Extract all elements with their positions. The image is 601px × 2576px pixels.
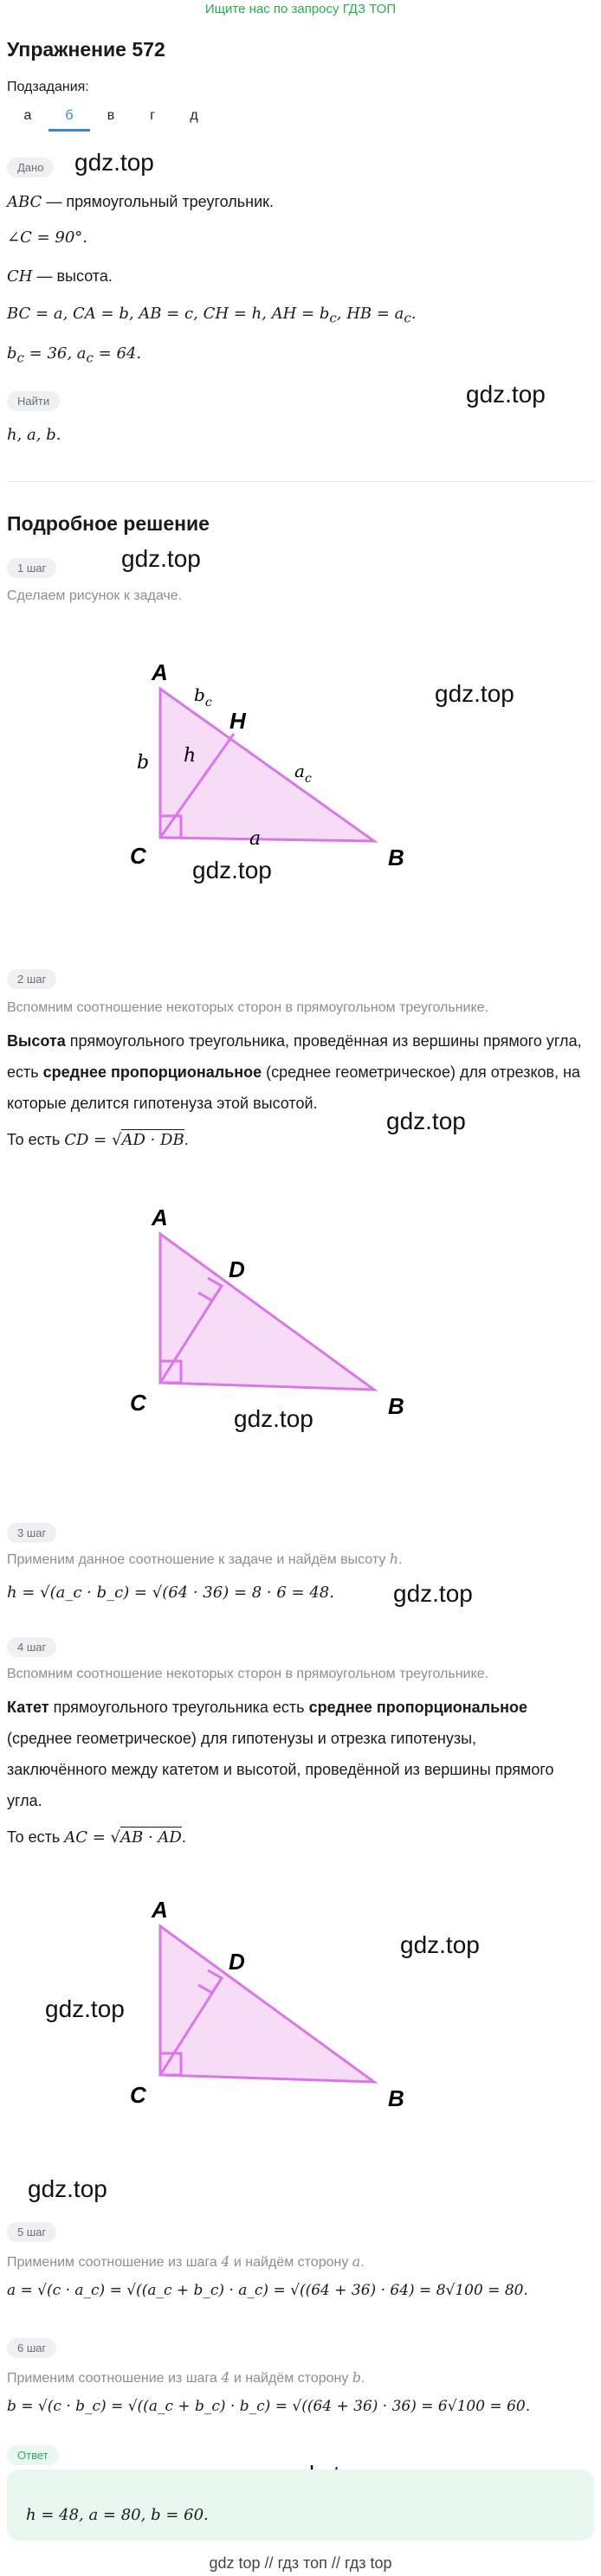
watermark: gdz.top [28, 2175, 107, 2202]
step-6-formula: b = √(c · b_c) = √((a_c + b_c) · b_c) = √((64 + 36) · 36) = 6√100 = 60. [7, 2398, 531, 2415]
step-2-line-2: есть среднее пропорциональное (среднее геометрическое) для отрезков, на [7, 1063, 581, 1081]
vertex-c-label: C [130, 2082, 146, 2108]
tab-g[interactable]: г [150, 108, 155, 123]
step-6-badge: 6 шаг [7, 2338, 56, 2358]
watermark: gdz.top [466, 381, 546, 408]
footer-links [0, 2554, 601, 2573]
vertex-b-label: B [388, 845, 404, 870]
find-badge: Найти [7, 391, 60, 411]
step-3-intro: Применим данное соотношение к задаче и найдём высоту h. [7, 1551, 403, 1567]
footer-separator: // [331, 2554, 340, 2572]
find-line: h, a, b. [7, 426, 61, 444]
step-2-formula: То есть CD = √AD · DB. [7, 1131, 189, 1149]
watermark: gdz.top [121, 545, 201, 572]
step-3-badge: 3 шаг [7, 1523, 56, 1543]
step-4-badge: 4 шаг [7, 1637, 56, 1657]
vertex-d-label: D [229, 1256, 245, 1282]
vertex-a-label: A [152, 1204, 168, 1230]
given-badge: Дано [7, 157, 54, 177]
watermark: gdz.top [234, 1405, 313, 1432]
segment-bc-label: $b_c$ [194, 684, 212, 710]
search-banner[interactable]: Ищите нас по запросу ГДЗ ТОП [204, 2, 397, 16]
segment-ac-label: $a_c$ [294, 761, 312, 786]
height-h-label: h [184, 745, 197, 767]
step-2-intro: Вспомним соотношение некоторых сторон в прямоугольном треугольнике. [7, 1000, 489, 1015]
step-4-line-2: (среднее геометрическое) для гипотенузы и отрезка гипотенузы, [7, 1730, 477, 1747]
footer-link-1[interactable]: gdz top [209, 2554, 261, 2572]
side-b-label: b [137, 752, 150, 774]
step-5-badge: 5 шаг [7, 2222, 56, 2242]
watermark: gdz.top [74, 149, 154, 176]
step-4-line-3: заключённого между катетом и высотой, проведённой из вершины прямого [7, 1761, 554, 1778]
given-line-4: BC = a, CA = b, AB = c, CH = h, AH = $b_c$, HB = $a_c$. [7, 305, 417, 326]
step-3-formula: h = √(a_c · b_c) = √(64 · 36) = 8 · 6 = 48. [7, 1584, 334, 1602]
tab-d[interactable]: д [190, 108, 198, 123]
solution-title: Подробное решение [7, 512, 210, 535]
step-2-line-3: которые делится гипотенуза этой высотой. [7, 1095, 318, 1112]
step-5-intro: Применим соотношение из шага 4 и найдём сторону a. [7, 2253, 365, 2270]
step-1-text: Сделаем рисунок к задаче. [7, 588, 183, 603]
triangle-shape [160, 1234, 374, 1390]
watermark: gdz.top [45, 1995, 125, 2022]
answer-badge: Ответ [7, 2445, 59, 2465]
given-line-3: CH — высота. [7, 267, 113, 286]
vertex-c-label: C [130, 843, 146, 869]
given-line-1: ABC — прямоугольный треугольник. [7, 193, 275, 211]
step-5-formula: a = √(c · a_c) = √((a_c + b_c) · a_c) = √((64 + 36) · 64) = 8√100 = 80. [7, 2282, 528, 2299]
step-4-formula: То есть AC = √AB · AD. [7, 1828, 186, 1847]
vertex-b-label: B [388, 2085, 404, 2111]
step-4-line-4: угла. [7, 1792, 42, 1809]
vertex-d-label: D [229, 1949, 245, 1975]
footer-link-2[interactable]: гдз топ [277, 2554, 327, 2572]
step-4-line-1: Катет прямоугольного треугольника есть среднее пропорциональное [7, 1699, 528, 1716]
step-4-intro: Вспомним соотношение некоторых сторон в прямоугольном треугольнике. [7, 1667, 489, 1681]
vertex-c-label: C [130, 1390, 146, 1416]
vertex-h-label: H [229, 708, 246, 734]
step-6-intro: Применим соотношение из шага 4 и найдём сторону b. [7, 2369, 365, 2386]
side-a-label: a [249, 828, 262, 850]
step-2-line-1: Высота прямоугольного треугольника, проведённая из вершины прямого угла, [7, 1032, 582, 1050]
footer-separator: // [264, 2554, 274, 2572]
vertex-a-label: A [152, 1897, 168, 1923]
tab-b[interactable]: б [48, 104, 90, 132]
divider [7, 481, 594, 482]
vertex-a-label: A [152, 659, 168, 685]
given-line-2: ∠C = 90°. [7, 228, 88, 247]
watermark: gdz.top [400, 1931, 480, 1958]
page-title: Упражнение 572 [7, 38, 165, 61]
step-2-badge: 2 шаг [7, 969, 56, 989]
given-line-5: $b_c = 36$, $a_c = 64$. [7, 344, 142, 366]
figure-triangle-d [121, 1194, 416, 1428]
subtask-tabs [7, 104, 215, 132]
figure-triangle-d-2 [121, 1886, 416, 2120]
triangle-shape [160, 1926, 374, 2082]
tab-v[interactable]: в [107, 108, 115, 123]
step-1-badge: 1 шаг [7, 558, 56, 578]
footer-link-3[interactable]: гдз top [344, 2554, 392, 2572]
watermark: gdz.top [192, 857, 272, 883]
watermark: gdz.top [393, 1580, 473, 1607]
watermark: gdz.top [386, 1108, 466, 1134]
tab-a[interactable]: а [23, 108, 32, 123]
watermark: gdz.top [435, 680, 514, 707]
subtasks-label: Подзадания: [7, 80, 89, 94]
figure-triangle-h [121, 649, 416, 883]
answer-text: h = 48, a = 80, b = 60. [26, 2506, 209, 2524]
vertex-b-label: B [388, 1393, 404, 1419]
